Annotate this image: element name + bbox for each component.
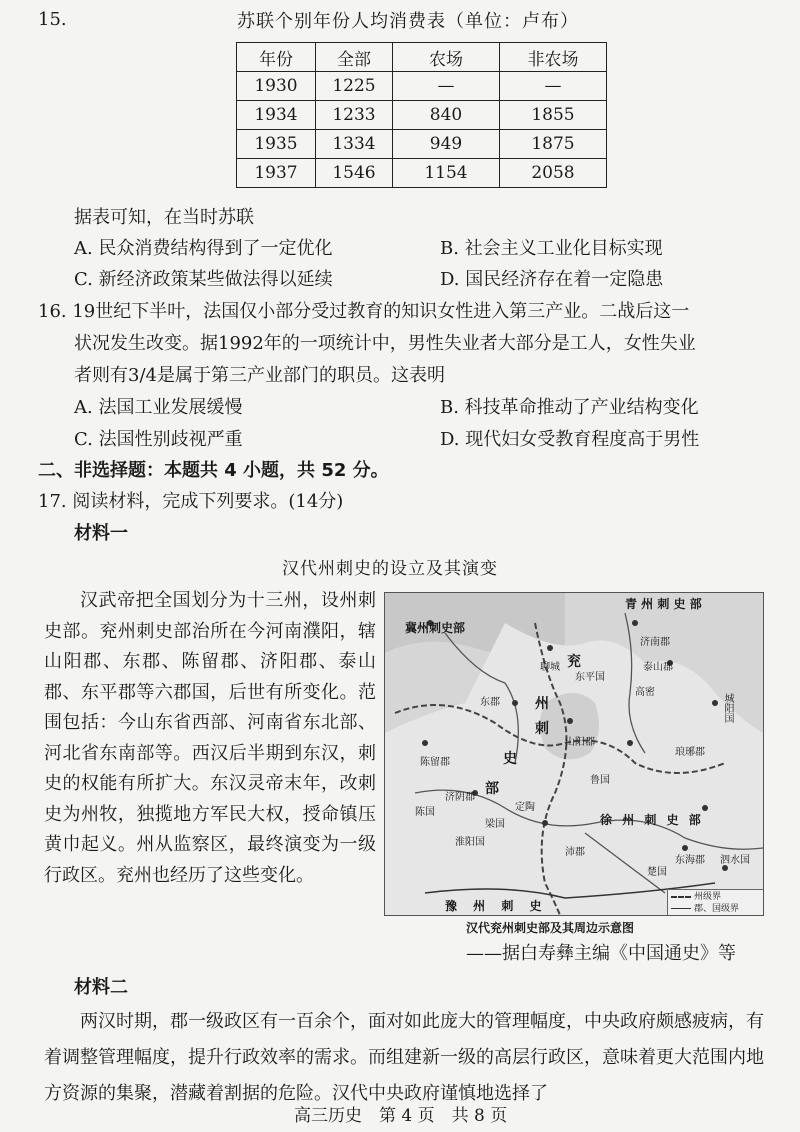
map-caption: 汉代兖州刺史部及其周边示意图: [466, 921, 635, 935]
q16-line-3: 者则有3/4是属于第三产业部门的职员。这表明: [74, 365, 445, 386]
q16-option-c: C. 法国性别歧视严重: [74, 429, 243, 450]
col-nonfarm: 非农场: [500, 43, 607, 72]
map-label-bu: 部: [485, 781, 499, 797]
col-year: 年份: [237, 43, 316, 72]
material2-text-block: [44, 1004, 764, 1112]
q16-option-a: A. 法国工业发展缓慢: [74, 397, 243, 418]
map-label-yan: 兖: [567, 654, 581, 670]
q16-option-b: B. 科技革命推动了产业结构变化: [440, 397, 699, 418]
material1-paragraph: 汉武帝把全国划分为十三州，设州刺史部。兖州刺史部治所在今河南濮阳，辖山阳郡、东郡、陈留郡、济阳郡、泰山郡、东平郡等六郡国，后世有所变化。范围包括：今山东省西部、河南省东北部、河北省东南部等。西汉后半期到东汉，刺史的权能有所扩大。东汉灵帝末年，改刺史为州牧，独揽地方军民大权，授命镇压黄巾起义。州从监察区，最终演变为一级行政区。兖州也经历了这些变化。: [44, 590, 376, 886]
historical-map: [384, 592, 764, 916]
material1-source: ——据白寿彝主编《中国通史》等: [466, 943, 736, 964]
map-label-shanyang: 山阳郡: [565, 737, 595, 748]
map-label-jiyin: 济阴郡: [445, 792, 475, 803]
map-label-yu: 豫 州 刺 史: [445, 899, 548, 913]
table-cell: 1225: [316, 72, 393, 101]
map-label-ci: 刺: [535, 721, 549, 737]
material2-label: 材料二: [74, 977, 128, 998]
table-row: [237, 159, 607, 188]
map-label-dingtao: 定陶: [515, 802, 535, 813]
q15-option-a: A. 民众消费结构得到了一定优化: [74, 238, 333, 259]
q15-option-b: B. 社会主义工业化目标实现: [440, 238, 663, 259]
map-label-xu: 徐 州 刺 史 部: [600, 813, 704, 827]
table-row: [237, 72, 607, 101]
q15-stem: 据表可知，在当时苏联: [74, 207, 254, 228]
map-legend: [667, 889, 764, 916]
material1-title: 汉代州刺史的设立及其演变: [282, 559, 498, 579]
q16-line-2: 状况发生改变。据1992年的一项统计中，男性失业者大部分是工人，女性失业: [74, 333, 696, 354]
table-cell: 1935: [237, 130, 316, 159]
map-label-liaocheng: 聊城: [540, 662, 560, 673]
consumption-table: [236, 42, 607, 188]
section-heading: 二、非选择题：本题共 4 小题，共 52 分。: [38, 460, 389, 481]
table-cell: 840: [393, 101, 500, 130]
map-label-chenqing: 陈国: [415, 807, 435, 818]
map-label-qing: 青 州 刺 史 部: [625, 597, 702, 611]
table-cell: 2058: [500, 159, 607, 188]
map-label-ji: 冀州刺史部: [405, 621, 466, 635]
page-footer: 高三历史 第 4 页 共 8 页: [294, 1106, 508, 1126]
map-label-chenliu: 陈留郡: [420, 757, 450, 768]
map-label-taishan: 泰山郡: [643, 662, 673, 673]
legend-commandery-border: 郡、国级界: [671, 903, 764, 915]
table-cell: 1937: [237, 159, 316, 188]
table-cell: —: [500, 72, 607, 101]
map-label-dongping: 东平国: [575, 672, 605, 683]
map-label-zhou: 州: [535, 696, 549, 712]
map-label-chengyang: 城阳国: [722, 693, 733, 723]
table-cell: —: [393, 72, 500, 101]
map-label-peijun: 沛郡: [565, 847, 585, 858]
map-label-langya: 琅琊郡: [675, 747, 705, 758]
q17-intro: 17. 阅读材料，完成下列要求。(14分): [38, 491, 344, 512]
map-label-dongjun: 东郡: [480, 697, 500, 708]
table-row: [237, 130, 607, 159]
map-label-chuguo: 楚国: [647, 867, 667, 878]
map-label-gaomi: 高密: [635, 687, 655, 698]
table-cell: 1855: [500, 101, 607, 130]
table-row: [237, 101, 607, 130]
q15-option-d: D. 国民经济存在着一定隐患: [440, 269, 664, 290]
table-cell: 1930: [237, 72, 316, 101]
q16-option-d: D. 现代妇女受教育程度高于男性: [440, 429, 700, 450]
table-cell: 949: [393, 130, 500, 159]
map-label-jinan: 济南郡: [640, 637, 670, 648]
q15-option-c: C. 新经济政策某些做法得以延续: [74, 269, 333, 290]
q15-number: 15.: [38, 9, 67, 30]
material2-paragraph: 两汉时期，郡一级政区有一百余个，面对如此庞大的管理幅度，中央政府颇感疲病，有着调整管理幅度，提升行政效率的需求。而组建新一级的高层行政区，意味着更大范围内地方资源的集聚，潜藏着割据的危险。汉代中央政府谨慎地选择了: [44, 1011, 764, 1104]
table-title: 苏联个别年份人均消费表（单位：卢布）: [237, 11, 579, 32]
map-label-shi: 史: [503, 751, 517, 767]
col-total: 全部: [316, 43, 393, 72]
map-label-donghai: 东海郡: [675, 855, 705, 866]
table-cell: 1546: [316, 159, 393, 188]
table-cell: 1334: [316, 130, 393, 159]
table-cell: 1233: [316, 101, 393, 130]
map-label-liangguo: 梁国: [485, 819, 505, 830]
map-label-huaiyang: 淮阳国: [455, 837, 485, 848]
material1-text-block: [44, 586, 376, 891]
table-header-row: [237, 43, 607, 72]
table-cell: 1154: [393, 159, 500, 188]
table-cell: 1934: [237, 101, 316, 130]
map-label-sishui: 泗水国: [720, 855, 750, 866]
legend-state-border: 州级界: [671, 891, 764, 903]
map-label-lu: 鲁国: [590, 775, 610, 786]
table-cell: 1875: [500, 130, 607, 159]
material1-label: 材料一: [74, 523, 128, 544]
q16-line-1: 16. 19世纪下半叶，法国仅小部分受过教育的知识女性进入第三产业。二战后这一: [38, 301, 690, 322]
col-farm: 农场: [393, 43, 500, 72]
